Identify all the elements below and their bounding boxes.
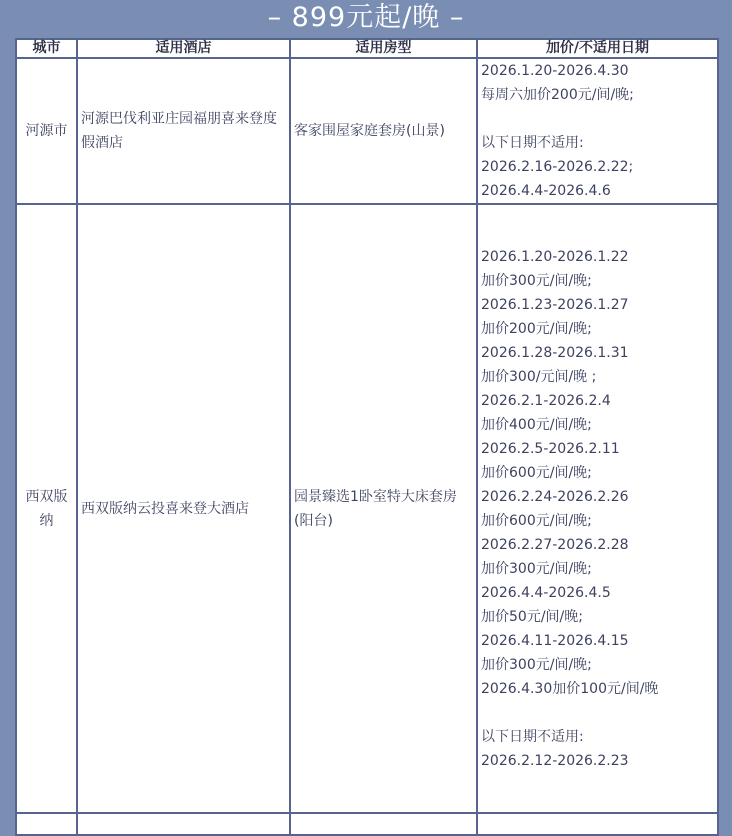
date-line: 加价200元/间/晚;	[481, 320, 592, 337]
date-line: 2026.4.30加价100元/间/晚	[481, 680, 659, 697]
empty-cell	[16, 813, 77, 835]
date-line: 2026.2.24-2026.2.26	[481, 488, 629, 505]
header-city: 城市	[16, 39, 77, 58]
date-line: 2026.2.27-2026.2.28	[481, 536, 629, 553]
date-line: 以下日期不适用:	[481, 135, 584, 151]
city-cell: 河源市	[16, 58, 77, 204]
date-line: 2026.2.5-2026.2.11	[481, 440, 620, 457]
dates-cell	[477, 58, 718, 204]
empty-cell	[290, 813, 477, 835]
date-line: 加价300/元间/晚 ;	[481, 368, 597, 385]
hotel-cell: 河源巴伐利亚庄园福朋喜来登度假酒店	[77, 58, 290, 204]
date-line: 2026.1.23-2026.1.27	[481, 296, 629, 313]
date-line: 加价600元/间/晚;	[481, 512, 592, 529]
date-line: 加价400元/间/晚;	[481, 416, 592, 433]
date-line: 加价300元/间/晚;	[481, 560, 592, 577]
date-line: 加价300元/间/晚;	[481, 656, 592, 673]
table-row	[16, 58, 718, 204]
hotel-pricing-table	[15, 38, 719, 836]
price-title: – 899元起/晚 –	[267, 2, 465, 33]
hotel-cell: 西双版纳云投喜来登大酒店	[77, 204, 290, 813]
city-cell: 西双版纳	[16, 204, 77, 813]
date-line: 2026.1.20-2026.4.30	[481, 63, 629, 79]
empty-cell	[477, 813, 718, 835]
date-line: 加价50元/间/晚;	[481, 608, 583, 625]
header-dates: 加价/不适用日期	[477, 39, 718, 58]
date-line	[481, 107, 714, 131]
date-line: 2026.4.4-2026.4.5	[481, 584, 611, 601]
table-row-partial	[16, 813, 718, 835]
room-cell: 客家围屋家庭套房(山景)	[290, 58, 477, 204]
date-line: 加价300元/间/晚;	[481, 272, 592, 289]
table-header-row	[16, 39, 718, 58]
date-line: 2026.4.4-2026.4.6	[481, 183, 611, 199]
table-row	[16, 204, 718, 813]
date-line: 2026.2.1-2026.2.4	[481, 392, 611, 409]
date-line: 2026.1.28-2026.1.31	[481, 344, 629, 361]
header-room: 适用房型	[290, 39, 477, 58]
room-cell: 园景臻选1卧室特大床套房(阳台)	[290, 204, 477, 813]
date-line	[481, 701, 714, 725]
empty-cell	[77, 813, 290, 835]
date-line: 2026.2.16-2026.2.22;	[481, 159, 634, 175]
header-hotel: 适用酒店	[77, 39, 290, 58]
date-line: 2026.4.11-2026.4.15	[481, 632, 629, 649]
date-line: 加价600元/间/晚;	[481, 464, 592, 481]
date-line: 以下日期不适用:	[481, 728, 584, 745]
dates-cell	[477, 204, 718, 813]
date-line: 每周六加价200元/间/晚;	[481, 87, 634, 103]
date-line: 2026.1.20-2026.1.22	[481, 248, 629, 265]
date-line: 2026.2.12-2026.2.23	[481, 752, 629, 769]
